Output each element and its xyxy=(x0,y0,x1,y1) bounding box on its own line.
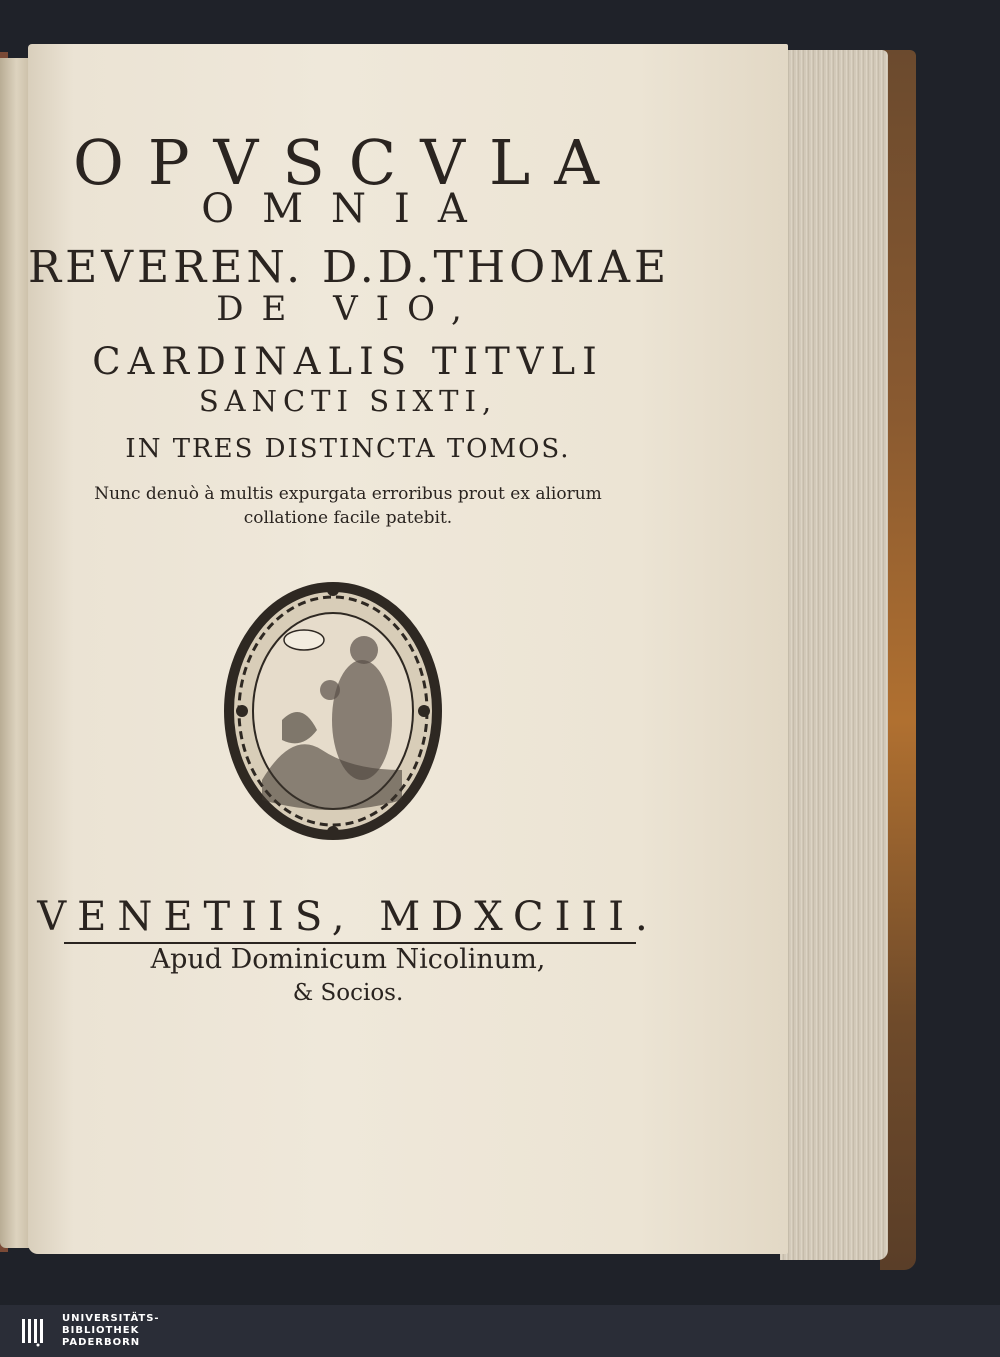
title-reveren: REVEREN. D.D.THOMAE xyxy=(28,242,671,293)
title-omnia: OMNIA xyxy=(201,186,495,232)
library-name-line-3: PADERBORN xyxy=(62,1337,141,1348)
library-name xyxy=(62,1313,160,1349)
page-edges xyxy=(780,50,888,1260)
title-de-vio: DE VIO, xyxy=(216,289,480,329)
title-page-content xyxy=(28,44,671,1254)
title-cardinalis: CARDINALIS TITVLI xyxy=(92,340,604,383)
imprint-place-year: VENETIIS, MDXCIII. xyxy=(37,894,659,940)
title-tres-tomos: IN TRES DISTINCTA TOMOS. xyxy=(125,434,571,464)
imprint-socios: & Socios. xyxy=(292,980,404,1006)
library-name-line-1: UNIVERSITÄTS- xyxy=(62,1313,160,1324)
subtitle-line-2: collatione facile patebit. xyxy=(243,508,453,528)
title-sancti-sixti: SANCTI SIXTI, xyxy=(198,384,498,418)
printer-device-emblem xyxy=(222,580,444,842)
library-name-line-2: BIBLIOTHEK xyxy=(62,1325,140,1336)
subtitle-line-1: Nunc denuò à multis expurgata erroribus prout ex aliorum xyxy=(94,484,602,504)
library-logo-icon xyxy=(22,1315,52,1347)
left-page-edge xyxy=(0,58,30,1248)
title-opuscula: OPVSCVLA xyxy=(73,126,623,199)
imprint-printer: Apud Dominicum Nicolinum, xyxy=(150,944,546,975)
library-footer xyxy=(0,1305,1000,1357)
